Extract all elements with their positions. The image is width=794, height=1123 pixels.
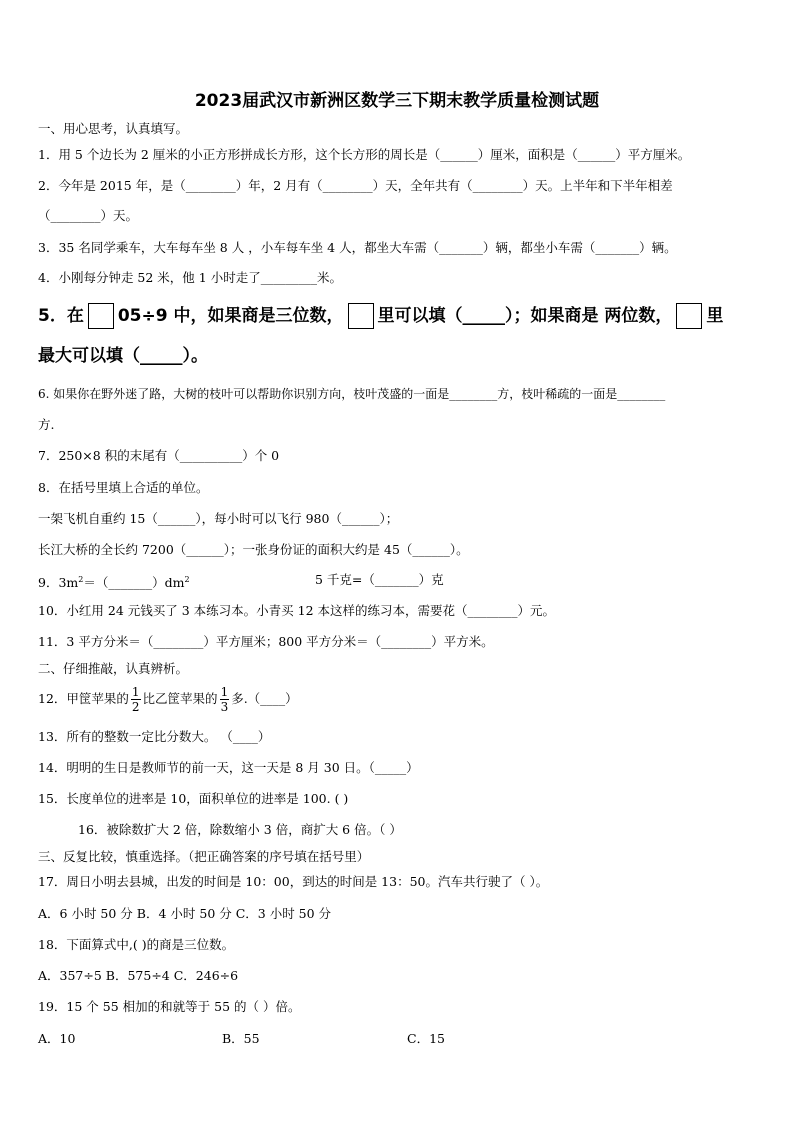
blank-box [88,303,114,329]
question-6-line-1: 6. 如果你在野外迷了路，大树的枝叶可以帮助你识别方向，枝叶茂盛的一面是________方，枝叶稀疏的一面是________ [38,387,666,401]
q9-a-part-1: 9．3m [38,575,79,591]
question-2-line-1: 2．今年是 2015 年，是（________）年，2 月有（________）天，全年共有（________）天。上半年和下半年相差 [38,178,673,193]
question-8-b: 长江大桥的全长约 7200（______）；一张身份证的面积大约是 45（______）。 [38,542,469,557]
superscript: 2 [78,575,84,584]
q5-part-4: 里 [706,306,724,326]
question-19-option-a: A．10 [38,1031,76,1046]
blank-box [676,303,702,329]
question-13: 13．所有的整数一定比分数大。 （____） [38,729,271,744]
superscript: 2 [184,575,190,584]
question-10: 10．小红用 24 元钱买了 3 本练习本。小青买 12 本这样的练习本，需要花（________）元。 [38,603,556,618]
question-12 [38,682,298,716]
q5-part-2: 05÷9 中，如果商是三位数， [117,306,344,326]
section-heading-3: 三、反复比较，慎重选择。（把正确答案的序号填在括号里） [38,849,370,864]
blank-box [348,303,374,329]
q9-a-part-2: ＝（_______）dm [83,575,185,591]
question-1: 1．用 5 个边长为 2 厘米的小正方形拼成长方形，这个长方形的周长是（______）厘米，面积是（______）平方厘米。 [38,147,691,162]
question-9-b: 5 千克=（_______）克 [315,572,444,587]
question-17-options: A．6 小时 50 分 B．4 小时 50 分 C．3 小时 50 分 [38,906,332,921]
section-heading-2: 二、仔细推敲，认真辨析。 [38,661,189,676]
question-14: 14．明明的生日是教师节的前一天，这一天是 8 月 30 日。（_____） [38,760,419,775]
question-2-line-2: （________）天。 [38,208,139,223]
fraction-one-half: $\frac{1}{2}$ [131,685,140,714]
q5-part-1: 5．在 [38,306,84,326]
question-9-a [38,572,190,591]
q5-part-3: 里可以填（_____）；如果商是 两位数， [377,306,673,326]
question-5-line-1 [38,303,723,329]
question-8: 8．在括号里填上合适的单位。 [38,480,209,495]
question-3: 3．35 名同学乘车，大车每车坐 8 人 ，小车每车坐 4 人，都坐大车需（_______）辆，都坐小车需（_______）辆。 [38,240,677,255]
question-8-a: 一架飞机自重约 15（______），每小时可以飞行 980（______）； [38,511,399,526]
page-title: 2023届武汉市新洲区数学三下期末教学质量检测试题 [194,91,600,111]
q12-part-1: 12．甲筐苹果的 [38,691,129,706]
question-16: 16．被除数扩大 2 倍，除数缩小 3 倍，商扩大 6 倍。（ ） [78,822,402,837]
question-6-line-2: 方. [38,417,55,432]
question-19: 19．15 个 55 相加的和就等于 55 的（ ）倍。 [38,999,301,1014]
question-15: 15．长度单位的进率是 10，面积单位的进率是 100. ( ) [38,791,349,806]
question-18-options: A．357÷5 B．575÷4 C．246÷6 [38,968,239,983]
question-17: 17．周日小明去县城，出发的时间是 10：00，到达的时间是 13：50。汽车共行驶了（ ）。 [38,874,549,889]
question-5-line-2: 最大可以填（_____）。 [38,346,208,366]
question-4: 4．小刚每分钟走 52 米，他 1 小时走了_________米。 [38,270,342,285]
section-heading-1: 一、用心思考，认真填写。 [38,121,189,136]
question-18: 18．下面算式中,( )的商是三位数。 [38,937,235,952]
q12-part-2: 比乙筐苹果的 [142,691,218,706]
question-19-option-c: C．15 [407,1031,445,1046]
question-19-option-b: B．55 [222,1031,260,1046]
question-11: 11．3 平方分米＝（________）平方厘米；800 平方分米＝（________）平方米。 [38,634,494,649]
fraction-one-third: $\frac{1}{3}$ [220,685,229,714]
question-7: 7．250×8 积的末尾有（__________）个 0 [38,448,280,463]
q12-part-3: 多.（____） [231,691,298,706]
